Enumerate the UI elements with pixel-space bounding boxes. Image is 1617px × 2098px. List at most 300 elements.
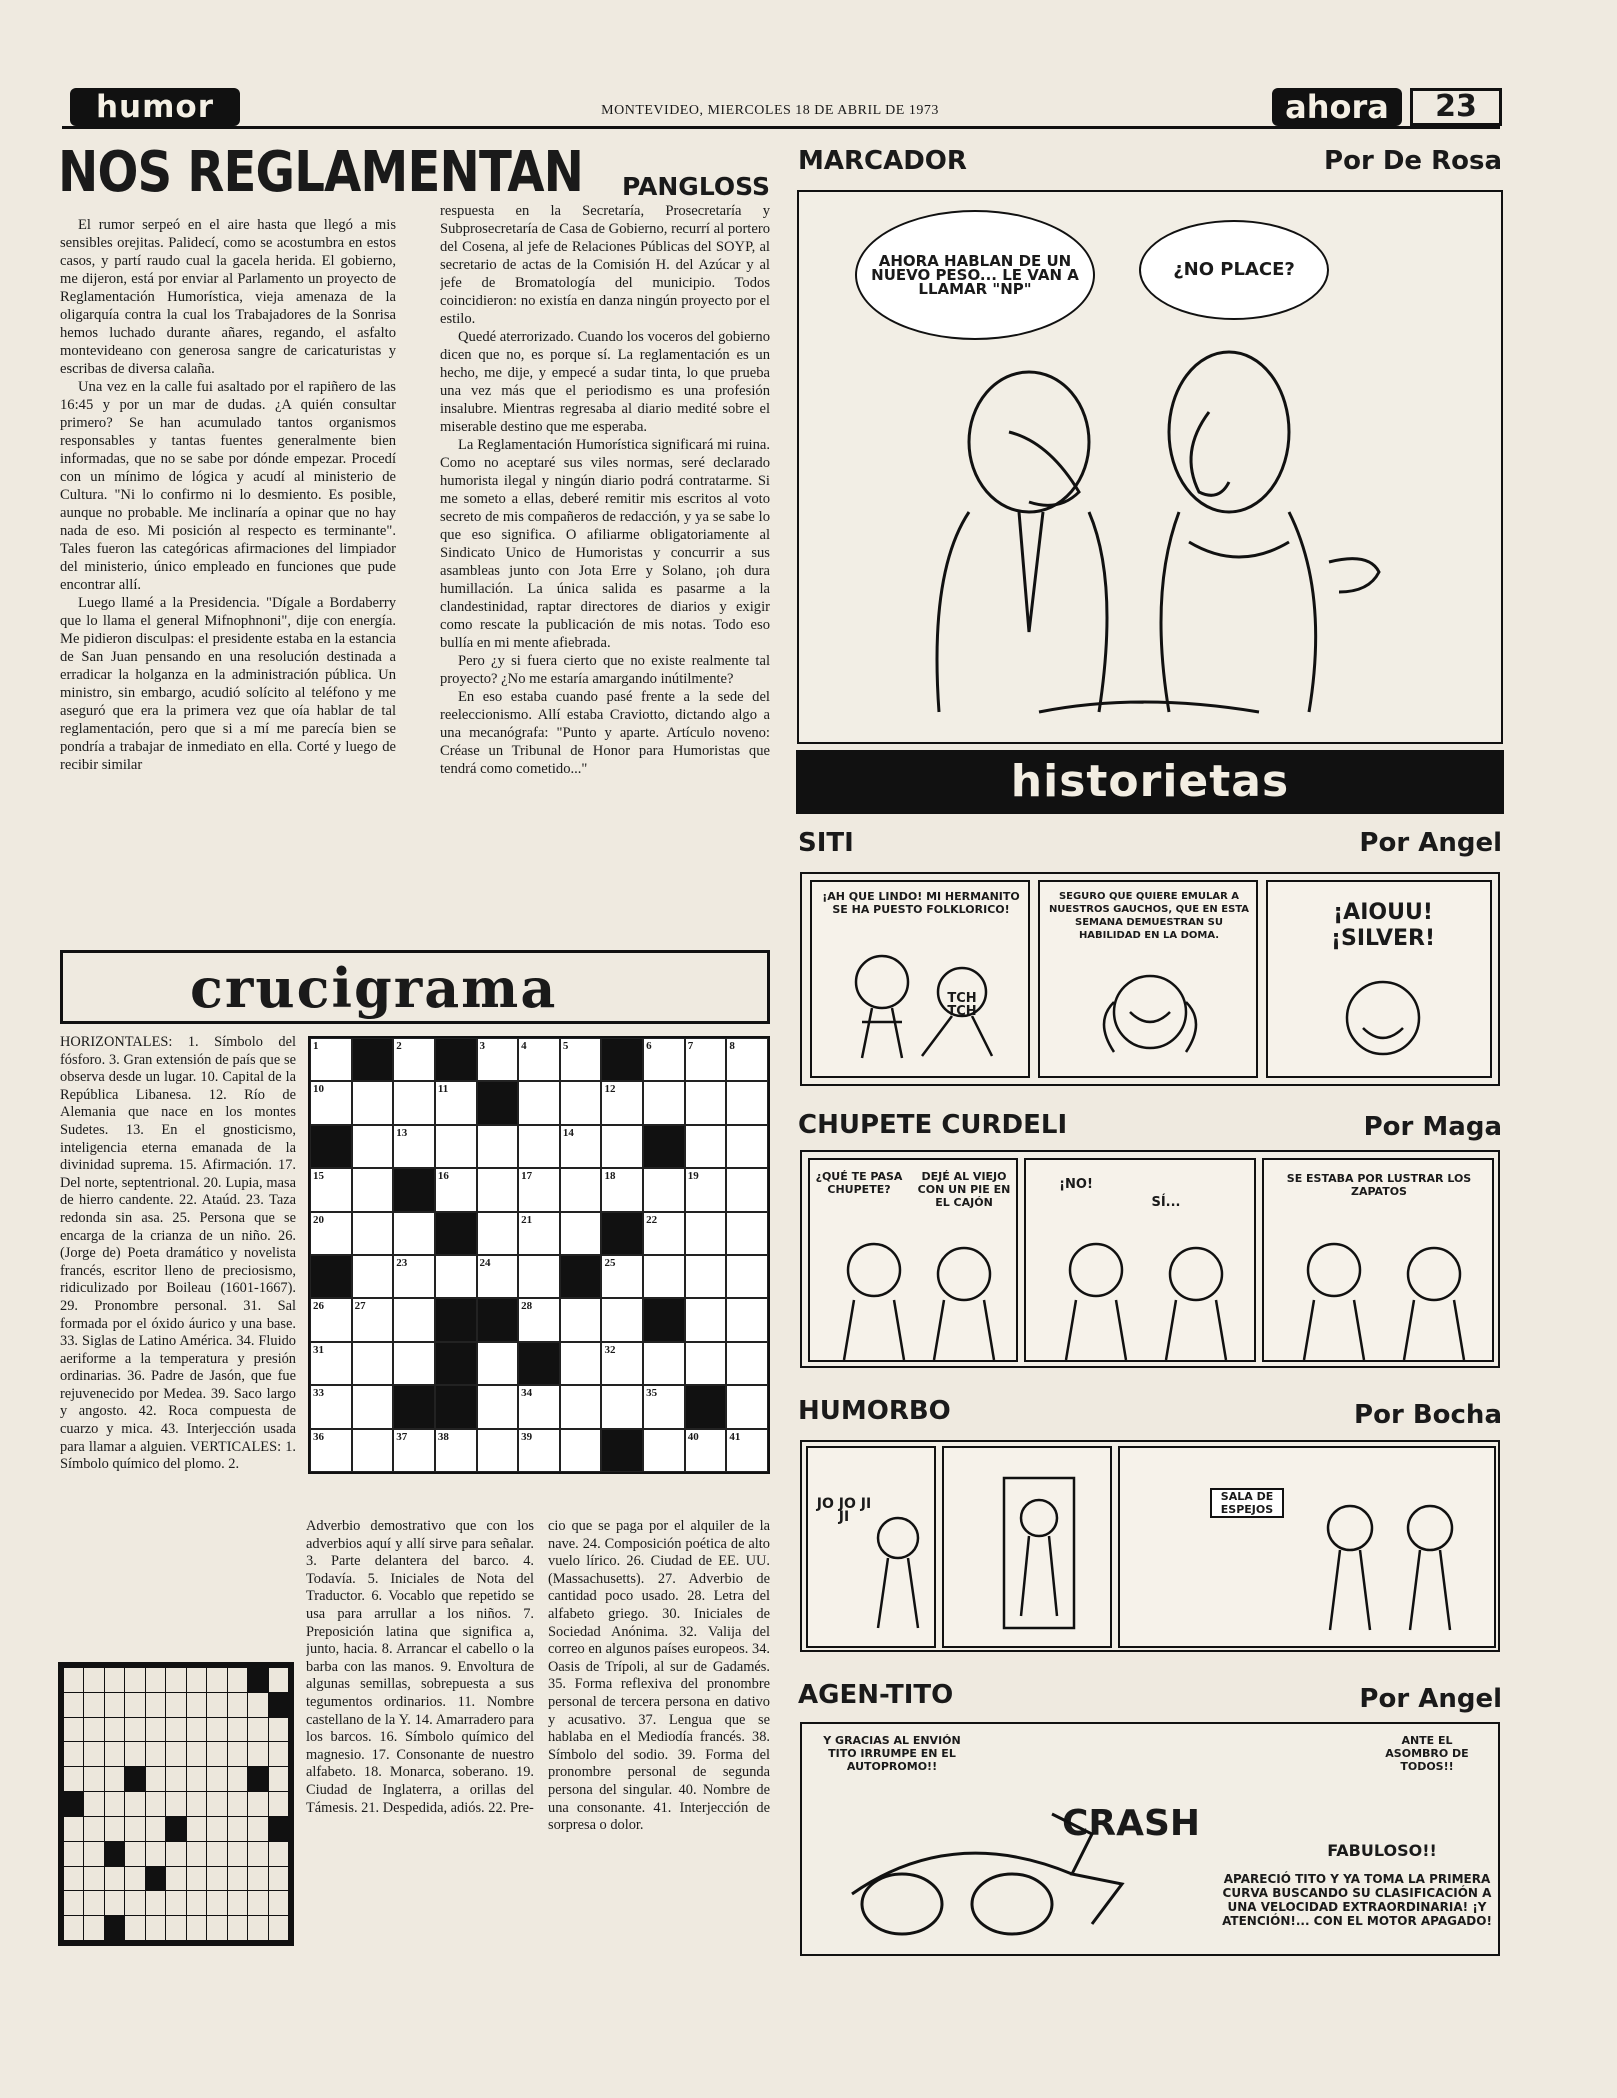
crossword-cell (726, 1081, 768, 1124)
solution-cell (207, 1916, 226, 1940)
crossword-cell: 38 (435, 1429, 477, 1472)
solution-cell (248, 1867, 267, 1891)
man-laughing-illustration (858, 1508, 938, 1638)
solution-cell (125, 1693, 144, 1717)
solution-cell (84, 1817, 103, 1841)
crossword-cell: 34 (518, 1385, 560, 1428)
solution-cell (64, 1693, 83, 1717)
solution-cell (125, 1668, 144, 1692)
comic-panel (1038, 880, 1258, 1078)
solution-cell (64, 1867, 83, 1891)
crossword-cell: 1 (310, 1038, 352, 1081)
comic-panel (1262, 1158, 1494, 1362)
crossword-cell: 37 (393, 1429, 435, 1472)
solution-cell (125, 1718, 144, 1742)
crossword-cell (393, 1298, 435, 1341)
crash-sound-effect: CRASH (1062, 1803, 1201, 1844)
crossword-cell (726, 1385, 768, 1428)
crossword-cell (435, 1212, 477, 1255)
crossword-cell (477, 1212, 519, 1255)
solution-cell (207, 1767, 226, 1791)
siti-title: SITI (798, 828, 854, 858)
crossword-cell (726, 1342, 768, 1385)
solution-cell (187, 1792, 206, 1816)
solution-cell (84, 1891, 103, 1915)
crossword-cell (643, 1298, 685, 1341)
two-men-illustration (824, 1230, 1014, 1360)
crossword-cell (477, 1298, 519, 1341)
marcador-byline: Por De Rosa (1324, 146, 1502, 176)
crossword-cell: 21 (518, 1212, 560, 1255)
crossword-cell: 5 (560, 1038, 602, 1081)
humorbo-strip (800, 1440, 1500, 1652)
crossword-cell (352, 1212, 394, 1255)
crossword-cell: 31 (310, 1342, 352, 1385)
solution-cell (105, 1668, 124, 1692)
crossword-cell (560, 1168, 602, 1211)
solution-cell (269, 1742, 288, 1766)
solution-cell (187, 1891, 206, 1915)
solution-cell (187, 1767, 206, 1791)
crossword-cell: 28 (518, 1298, 560, 1341)
chupete-title: CHUPETE CURDELI (798, 1110, 1068, 1140)
solution-cell (125, 1891, 144, 1915)
crossword-cell (643, 1255, 685, 1298)
siti-strip (800, 872, 1500, 1086)
crossword-cell (685, 1212, 727, 1255)
laugh-text: JO JO JI JI (816, 1496, 872, 1525)
solution-cell (105, 1792, 124, 1816)
crossword-cell (601, 1429, 643, 1472)
speech-bubble: ¿NO PLACE? (1139, 220, 1329, 320)
solution-cell (248, 1668, 267, 1692)
crossword-cell (352, 1081, 394, 1124)
solution-cell (84, 1693, 103, 1717)
solution-cell (146, 1817, 165, 1841)
solution-cell (166, 1842, 185, 1866)
solution-cell (84, 1842, 103, 1866)
crossword-cell: 36 (310, 1429, 352, 1472)
solution-cell (84, 1742, 103, 1766)
solution-cell (166, 1817, 185, 1841)
solution-cell (84, 1867, 103, 1891)
crossword-cell: 25 (601, 1255, 643, 1298)
paragraph: Una vez en la calle fui asaltado por el rapiñero de las 16:45 y por un mar de dudas. ¿A quién consultar primero? Se han acumulado tantos organismos responsables y tantas fuentes generalmente bien informadas, que no se sabe por dónde empezar. Procedí con un mínimo de lógica y acudí al ministerio de Cultura. "Ni lo confirmo ni lo desmiento. Es posible, aunque no probable. Me inclinaría a opinar que no hay nada de eso. Mi posición al respecto es terminante". Tales fueron las categóricas afirmaciones del limpiador del ministerio, único empleado en funciones que pude encontrar allí. (60, 379, 396, 593)
paragraph: Pero ¿y si fuera cierto que no existe realmente tal proyecto? ¿No me estaría amargando inútilmente? (440, 653, 770, 687)
paragraph: Quedé aterrorizado. Cuando los voceros del gobierno dicen que no, es porque sí. La reglamentación es un hecho, me dije, y empecé a sudar tinta, lo que prueba una vez más que el periodismo es una profesión insalubre. Mientras regresaba al diario medité sobre el miserable destino que me esperaba. (440, 329, 770, 435)
crossword-cell (435, 1038, 477, 1081)
solution-cell (84, 1668, 103, 1692)
solution-cell (146, 1693, 165, 1717)
girl-figure-illustration (1080, 962, 1220, 1072)
solution-cell (207, 1742, 226, 1766)
siti-byline: Por Angel (1359, 828, 1502, 858)
solution-cell (269, 1767, 288, 1791)
solution-cell (146, 1792, 165, 1816)
comic-panel (942, 1446, 1112, 1648)
solution-cell (187, 1817, 206, 1841)
crossword-cell: 6 (643, 1038, 685, 1081)
crossword-cell: 3 (477, 1038, 519, 1081)
mirror-room-sign: SALA DE ESPEJOS (1210, 1488, 1284, 1518)
crossword-cell (518, 1081, 560, 1124)
solution-cell (166, 1693, 185, 1717)
solution-cell (207, 1817, 226, 1841)
crossword-cell (435, 1298, 477, 1341)
solution-cell (105, 1842, 124, 1866)
crossword-cell (435, 1125, 477, 1168)
solution-cell (166, 1718, 185, 1742)
crossword-cell (601, 1298, 643, 1341)
crossword-cell: 10 (310, 1081, 352, 1124)
solution-cell (64, 1817, 83, 1841)
race-car-crash-illustration (812, 1784, 1212, 1954)
crossword-cell (726, 1125, 768, 1168)
solution-cell (228, 1668, 247, 1692)
crossword-cell: 35 (643, 1385, 685, 1428)
crossword-cell: 17 (518, 1168, 560, 1211)
solution-cell (207, 1693, 226, 1717)
solution-cell (146, 1718, 165, 1742)
chupete-strip (800, 1150, 1500, 1368)
speech-text: ¡NO! (1059, 1177, 1093, 1192)
paragraph: Luego llamé a la Presidencia. "Dígale a Bordaberry que lo llama el general Mifnophnoni", dije con energía. Me pidieron disculpas: el presidente estaba en la estancia de San Juan pensando en una resolución destinada a erradicar la holganza en la administración pública. Un ministro, sin embargo, acudió solícito al teléfono y me aseguró que era la primera vez que oía hablar de tal reglamentación, pero que si a mí me parecía bien se pondría a trabajar de inmediato en ella. Corté y luego de recibir similar (60, 595, 396, 773)
crossword-cell (477, 1125, 519, 1168)
crossword-clues-vertical-1: Adverbio demostrativo que con los adverbios aquí y allí sirve para señalar. 3. Parte delantera del barco. 4. Todavía. 5. Iniciales de Nota del Traductor. 6. Vocablo que repetido se usa para arrullar a los niños. 7. Preposición latina que significa a, junto, hacia. 8. Arrancar el cabello o la barba con las manos. 9. Envoltura de algunas semillas, sobrepuesta a sus tegumentos ordinarios. 11. Nombre castellano de la Y. 14. Amarradero para los barcos. 16. Símbolo químico del magnesio. 17. Consonante de nuestro alfabeto. 18. Monarca, soberano. 19. Ciudad de Inglaterra, a orillas del Támesis. 21. Despedida, adiós. 22. Pre- (306, 1518, 534, 1816)
agentito-strip (800, 1722, 1500, 1956)
solution-cell (269, 1718, 288, 1742)
solution-cell (64, 1792, 83, 1816)
chupete-byline: Por Maga (1363, 1112, 1502, 1142)
solution-cell (146, 1767, 165, 1791)
solution-cell (187, 1916, 206, 1940)
solution-cell (269, 1693, 288, 1717)
crossword-cell (435, 1342, 477, 1385)
crossword-cell: 24 (477, 1255, 519, 1298)
cartoon-two-men-illustration (859, 342, 1439, 732)
crossword-cell: 13 (393, 1125, 435, 1168)
crossword-cell (685, 1125, 727, 1168)
crossword-cell (393, 1168, 435, 1211)
solution-cell (187, 1693, 206, 1717)
crossword-cell (352, 1429, 394, 1472)
crossword-cell (310, 1255, 352, 1298)
solution-cell (207, 1792, 226, 1816)
solution-cell (105, 1767, 124, 1791)
crossword-cell (685, 1081, 727, 1124)
solution-cell (166, 1867, 185, 1891)
solution-cell (187, 1718, 206, 1742)
speech-text: ¡AH QUE LINDO! MI HERMANITO SE HA PUESTO FOLKLORICO! (822, 890, 1020, 916)
solution-cell (125, 1792, 144, 1816)
comic-panel (806, 1446, 936, 1648)
crossword-cell (352, 1342, 394, 1385)
crossword-cell (726, 1212, 768, 1255)
speech-text: SE ESTABA POR LUSTRAR LOS ZAPATOS (1286, 1172, 1472, 1198)
caption-text: FABULOSO!! (1327, 1841, 1437, 1860)
solution-cell (248, 1891, 267, 1915)
dateline: MONTEVIDEO, MIERCOLES 18 DE ABRIL DE 1973 (601, 103, 939, 118)
crossword-cell: 15 (310, 1168, 352, 1211)
comic-panel (810, 880, 1030, 1078)
solution-cell (207, 1668, 226, 1692)
magazine-tag: ahora (1272, 88, 1402, 126)
solution-cell (166, 1668, 185, 1692)
solution-cell (105, 1867, 124, 1891)
speech-text: DEJÉ AL VIEJO CON UN PIE EN EL CAJÓN (917, 1170, 1011, 1209)
speech-text: ¿QUÉ TE PASA CHUPETE? (815, 1170, 903, 1196)
solution-cell (166, 1916, 185, 1940)
crossword-cell (477, 1081, 519, 1124)
solution-cell (146, 1867, 165, 1891)
solution-cell (228, 1767, 247, 1791)
crossword-cell (352, 1255, 394, 1298)
solution-cell (64, 1916, 83, 1940)
page-number: 23 (1410, 88, 1502, 126)
speech-text: SEGURO QUE QUIERE EMULAR A NUESTROS GAUCHOS, QUE EN ESTA SEMANA DEMUESTRAN SU HABILIDAD EN LA DOMA. (1048, 891, 1250, 941)
solution-cell (84, 1767, 103, 1791)
article-byline: PANGLOSS (622, 172, 770, 201)
crossword-cell: 4 (518, 1038, 560, 1081)
crossword-cell (352, 1125, 394, 1168)
crossword-cell (685, 1255, 727, 1298)
paragraph: En eso estaba cuando pasé frente a la sede del reeleccionismo. Allí estaba Craviotto, dictando algo a una mecanógrafa: "Punto y aparte. Artículo noveno: Créase un Tribunal de Honor para Humoristas que tendrá como cometido..." (440, 689, 770, 777)
solution-cell (105, 1693, 124, 1717)
crossword-clues-horizontal: HORIZONTALES: 1. Símbolo del fósforo. 3. Gran extensión de país que se observa desde un lugar. 10. Capital de la República Libanesa. 12. Río de Alemania que nace en los montes Sudetes. 13. En el gnosticismo, inteligencia eterna emanada de la divinidad suprema. 15. Afirmación. 17. Del norte, septentrional. 20. Lupia, masa de hierro candente. 22. Ataúd. 23. Taza redonda sin asa. 25. Persona que se encarga de la crianza de un niño. 26. (Jorge de) Poeta dramático y novelista francés, escritor lleno de preciosismo, ridiculizado por Boileau (1601-1667). 29. Pronombre personal. 31. Sal formada por el óxido áurico y una base. 33. Siglas de Latino América. 34. Fluido aeriforme a la temperatura y presión ordinarias. 36. Padre de Jasón, que fue rejuvenecido por Medea. 39. Saco largo y angosto. 42. Roca compuesta de cuarzo y mica. 43. Interjección usada para llamar a alguien. VERTICALES: 1. Símbolo químico del plomo. 2. (60, 1034, 296, 1473)
solution-cell (146, 1891, 165, 1915)
crossword-cell (518, 1125, 560, 1168)
sound-effect: TCH TCH (947, 991, 977, 1019)
two-men-illustration (1284, 1230, 1484, 1360)
article-column-1 (60, 216, 396, 950)
solution-cell (84, 1792, 103, 1816)
solution-cell (248, 1842, 267, 1866)
humorbo-byline: Por Bocha (1354, 1400, 1502, 1430)
crossword-cell (477, 1168, 519, 1211)
crossword-cell: 19 (685, 1168, 727, 1211)
solution-cell (64, 1891, 83, 1915)
crossword-solution (58, 1662, 294, 1946)
solution-cell (125, 1916, 144, 1940)
crossword-cell (726, 1255, 768, 1298)
solution-cell (166, 1891, 185, 1915)
solution-cell (207, 1891, 226, 1915)
solution-cell (269, 1668, 288, 1692)
crossword-cell: 2 (393, 1038, 435, 1081)
caption-text: APARECIÓ TITO Y YA TOMA LA PRIMERA CURVA BUSCANDO SU CLASIFICACIÓN A UNA VELOCIDAD EXTRAORDINARIA! ¡Y ATENCIÓN!... CON EL MOTOR APAGADO! (1222, 1872, 1492, 1928)
solution-cell (248, 1817, 267, 1841)
section-tag-humor: humor (70, 88, 240, 126)
crossword-cell (477, 1385, 519, 1428)
crossword-cell (352, 1168, 394, 1211)
comic-panel (1118, 1446, 1496, 1648)
crossword-cell: 26 (310, 1298, 352, 1341)
crossword-cell (601, 1385, 643, 1428)
solution-cell (269, 1867, 288, 1891)
article-column-2 (440, 202, 770, 950)
solution-cell (166, 1792, 185, 1816)
crossword-cell: 27 (352, 1298, 394, 1341)
crossword-grid (308, 1036, 770, 1474)
crossword-cell: 40 (685, 1429, 727, 1472)
crossword-cell (685, 1342, 727, 1385)
agentito-byline: Por Angel (1359, 1684, 1502, 1714)
crossword-cell: 41 (726, 1429, 768, 1472)
solution-cell (64, 1718, 83, 1742)
solution-cell (166, 1767, 185, 1791)
crossword-cell (560, 1429, 602, 1472)
solution-cell (84, 1916, 103, 1940)
solution-cell (248, 1916, 267, 1940)
paragraph: respuesta en la Secretaría, Prosecretaría y Subprosecretaría de Casa de Gobierno, recurrí al portero del Cosena, al jefe de Relaciones Públicas del SOYP, al secretario de actas de la Comisión H. del Azúcar y al jefe de Bromatología del municipio. Todos coincidieron: no existía en danza ningún proyecto por el estilo. (440, 203, 770, 327)
solution-cell (105, 1891, 124, 1915)
girl-laughing-illustration (1308, 972, 1458, 1072)
crossword-cell: 33 (310, 1385, 352, 1428)
solution-cell (64, 1767, 83, 1791)
solution-cell (125, 1817, 144, 1841)
solution-cell (269, 1792, 288, 1816)
crossword-cell (310, 1125, 352, 1168)
comic-panel (808, 1158, 1018, 1362)
crossword-cell (560, 1342, 602, 1385)
crossword-cell (393, 1081, 435, 1124)
crossword-cell (726, 1298, 768, 1341)
solution-cell (228, 1916, 247, 1940)
caption-text: Y GRACIAS AL ENVIÓN TITO IRRUMPE EN EL AUTOPROMO!! (823, 1734, 961, 1773)
crossword-cell: 22 (643, 1212, 685, 1255)
solution-cell (64, 1742, 83, 1766)
solution-cell (187, 1668, 206, 1692)
paragraph: La Reglamentación Humorística significará mi ruina. Como no aceptaré sus viles normas, seré declarado humorista ilegal y ningún diario podrá contratarme. Si me someto a ellas, deberé remitir mis escritos al voto secreto de mis compañeros de redacción, y ya se sabe lo que eso significa. O afiliarme obligatoriamente al Sindicato Unico de Humoristas y concurrir a sus asambleas junto con Jota Erre y Solano, ¡oh dura humillación. La única salida es pasarme a la clandestinidad, raptar directores de diarios y exigir como rescate la publicación de mis notas. Todo eso bullía en mi mente afiebrada. (440, 437, 770, 651)
crossword-cell: 12 (601, 1081, 643, 1124)
solution-cell (105, 1742, 124, 1766)
marcador-cartoon (797, 190, 1503, 744)
solution-cell (64, 1668, 83, 1692)
crossword-cell: 32 (601, 1342, 643, 1385)
crossword-cell (643, 1342, 685, 1385)
solution-cell (248, 1718, 267, 1742)
crossword-cell: 20 (310, 1212, 352, 1255)
article-headline: NOS REGLAMENTAN (58, 140, 584, 205)
marcador-title: MARCADOR (798, 146, 967, 176)
crossword-cell (643, 1429, 685, 1472)
crossword-cell (352, 1385, 394, 1428)
crossword-cell (518, 1255, 560, 1298)
solution-cell (125, 1842, 144, 1866)
solution-cell (105, 1817, 124, 1841)
caption-text: ANTE EL ASOMBRO DE TODOS!! (1385, 1734, 1469, 1773)
solution-cell (105, 1718, 124, 1742)
solution-cell (248, 1693, 267, 1717)
crossword-cell (393, 1212, 435, 1255)
crossword-cell: 11 (435, 1081, 477, 1124)
crossword-cell (643, 1081, 685, 1124)
solution-cell (207, 1718, 226, 1742)
solution-cell (248, 1767, 267, 1791)
speech-text: SÍ... (1151, 1195, 1181, 1210)
crossword-cell (393, 1385, 435, 1428)
solution-cell (125, 1867, 144, 1891)
solution-cell (187, 1742, 206, 1766)
humorbo-title: HUMORBO (798, 1396, 951, 1426)
crossword-cell (643, 1168, 685, 1211)
solution-cell (207, 1842, 226, 1866)
crossword-cell (560, 1212, 602, 1255)
crossword-clues-vertical-2: cio que se paga por el alquiler de la nave. 24. Composición poética de alto vuelo lírico. 26. Ciudad de EE. UU. (Massachusetts). 27. Adverbio de cantidad poco usado. 28. Letra del alfabeto griego. 30. Iniciales de Sociedad Anónima. 32. Valija del correo en algunos países europeos. 34. Oasis de Trípoli, al sur de Gadamés. 35. Forma reflexiva del pronombre personal de tercera persona en dativo y acusativo. 37. Lengua que se hablaba en el Mediodía francés. 38. Símbolo del sodio. 39. Forma del pronombre personal de segunda persona del singular. 40. Nombre de una consonante. 41. Interjección de sorpresa o dolor. (548, 1518, 770, 1834)
crossword-cell (477, 1342, 519, 1385)
solution-cell (248, 1742, 267, 1766)
crossword-cell (601, 1212, 643, 1255)
crossword-cell (352, 1038, 394, 1081)
crossword-cell (518, 1342, 560, 1385)
crossword-cell (435, 1255, 477, 1298)
historietas-band: historietas (796, 750, 1504, 814)
crossword-cell: 7 (685, 1038, 727, 1081)
solution-cell (84, 1718, 103, 1742)
solution-cell (166, 1742, 185, 1766)
comic-panel (1266, 880, 1492, 1078)
agentito-title: AGEN-TITO (798, 1680, 954, 1710)
solution-cell (269, 1916, 288, 1940)
solution-cell (207, 1867, 226, 1891)
crossword-cell (393, 1342, 435, 1385)
solution-cell (228, 1693, 247, 1717)
solution-cell (228, 1792, 247, 1816)
crossword-cell: 14 (560, 1125, 602, 1168)
header-rule (62, 126, 1500, 129)
solution-cell (269, 1891, 288, 1915)
solution-cell (228, 1891, 247, 1915)
crossword-cell (601, 1125, 643, 1168)
solution-cell (269, 1842, 288, 1866)
crossword-cell: 18 (601, 1168, 643, 1211)
paragraph: El rumor serpeó en el aire hasta que llegó a mis sensibles orejitas. Palidecí, como se acostumbra en estos casos, y partí raudo cual la gacela herida. El gobierno, me dijeron, está por enviar al Parlamento un proyecto de Reglamentación Humorística, vieja amenaza de la oligarquía contra la cual los Trabajadores de la Sonrisa hemos luchado durante añares, regando, el asfalto montevideano con generosa sangre de caricaturistas y escribas de diversa calaña. (60, 217, 396, 377)
speech-bubble: AHORA HABLAN DE UN NUEVO PESO... LE VAN A LLAMAR "NP" (855, 210, 1095, 340)
comic-panel (1024, 1158, 1256, 1362)
solution-cell (269, 1817, 288, 1841)
solution-cell (187, 1842, 206, 1866)
crossword-cell (685, 1385, 727, 1428)
crossword-cell (560, 1385, 602, 1428)
solution-cell (146, 1742, 165, 1766)
crossword-cell (560, 1081, 602, 1124)
solution-cell (248, 1792, 267, 1816)
two-men-illustration (1046, 1230, 1246, 1360)
crossword-cell: 39 (518, 1429, 560, 1472)
solution-cell (228, 1742, 247, 1766)
crossword-cell (560, 1255, 602, 1298)
crossword-cell: 8 (726, 1038, 768, 1081)
two-men-illustration (1300, 1488, 1490, 1648)
man-in-mirror-illustration (954, 1468, 1104, 1638)
crossword-cell: 23 (393, 1255, 435, 1298)
solution-cell (228, 1867, 247, 1891)
solution-cell (125, 1742, 144, 1766)
solution-cell (146, 1916, 165, 1940)
crossword-cell: 16 (435, 1168, 477, 1211)
crossword-cell (435, 1385, 477, 1428)
crossword-cell (477, 1429, 519, 1472)
solution-cell (146, 1842, 165, 1866)
crossword-cell (560, 1298, 602, 1341)
solution-cell (228, 1842, 247, 1866)
crossword-cell (643, 1125, 685, 1168)
crossword-cell (685, 1298, 727, 1341)
solution-cell (64, 1842, 83, 1866)
crossword-cell (601, 1038, 643, 1081)
solution-cell (228, 1718, 247, 1742)
solution-cell (146, 1668, 165, 1692)
